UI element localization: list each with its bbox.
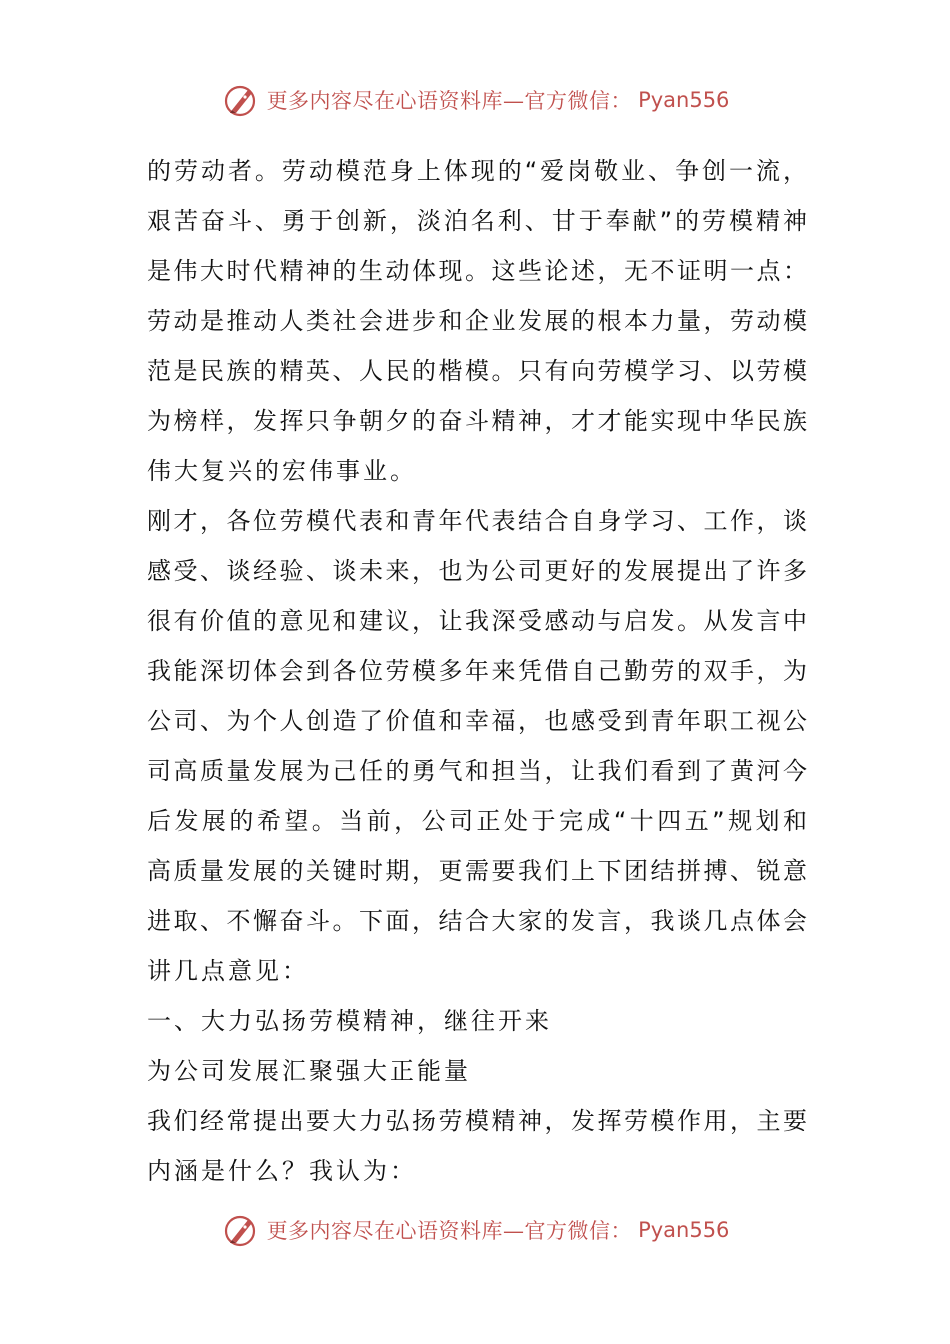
section-heading: 一、大力弘扬劳模精神，继往开来 — [147, 1007, 552, 1035]
text-line: 高质量发展的关键时期，更需要我们上下团结拼搏、锐意 — [147, 857, 807, 885]
header-banner — [0, 78, 950, 122]
text-line: 刚才，各位劳模代表和青年代表结合自身学习、工作，谈 — [147, 507, 807, 535]
text-line: 是伟大时代精神的生动体现。这些论述，无不证明一点： — [147, 257, 807, 285]
text-line: 内涵是什么？我认为： — [147, 1157, 417, 1185]
text-line: 我们经常提出要大力弘扬劳模精神，发挥劳模作用，主要 — [147, 1107, 807, 1135]
text-line: 公司、为个人创造了价值和幸福，也感受到青年职工视公 — [147, 707, 807, 735]
document-body — [147, 146, 807, 1196]
banner-text: 更多内容尽在心语资料库—官方微信： — [266, 1219, 633, 1243]
text-line: 我能深切体会到各位劳模多年来凭借自己勤劳的双手，为 — [147, 657, 807, 685]
text-line: 劳动是推动人类社会进步和企业发展的根本力量，劳动模 — [147, 307, 807, 335]
text-line: 感受、谈经验、谈未来，也为公司更好的发展提出了许多 — [147, 557, 807, 585]
section-subheading: 为公司发展汇聚强大正能量 — [147, 1057, 471, 1085]
text-line: 艰苦奋斗、勇于创新，淡泊名利、甘于奉献”的劳模精神 — [147, 207, 807, 235]
text-line: 很有价值的意见和建议，让我深受感动与启发。从发言中 — [147, 607, 807, 635]
banner-text: 更多内容尽在心语资料库—官方微信： — [266, 89, 633, 113]
text-line: 后发展的希望。当前，公司正处于完成“十四五”规划和 — [147, 807, 807, 835]
wechat-id: Pyan556 — [638, 1218, 730, 1242]
pen-nib-circle-icon — [221, 1210, 261, 1250]
text-line: 范是民族的精英、人民的楷模。只有向劳模学习、以劳模 — [147, 357, 807, 385]
text-line: 讲几点意见： — [147, 957, 309, 985]
wechat-id: Pyan556 — [638, 88, 730, 112]
text-line: 进取、不懈奋斗。下面，结合大家的发言，我谈几点体会 — [147, 907, 807, 935]
text-line: 为榜样，发挥只争朝夕的奋斗精神，才才能实现中华民族 — [147, 407, 807, 435]
text-line: 的劳动者。劳动模范身上体现的“爱岗敬业、争创一流， — [147, 157, 807, 185]
text-line: 伟大复兴的宏伟事业。 — [147, 457, 417, 485]
footer-banner — [0, 1208, 950, 1252]
pen-nib-circle-icon — [221, 80, 261, 120]
text-line: 司高质量发展为己任的勇气和担当，让我们看到了黄河今 — [147, 757, 807, 785]
